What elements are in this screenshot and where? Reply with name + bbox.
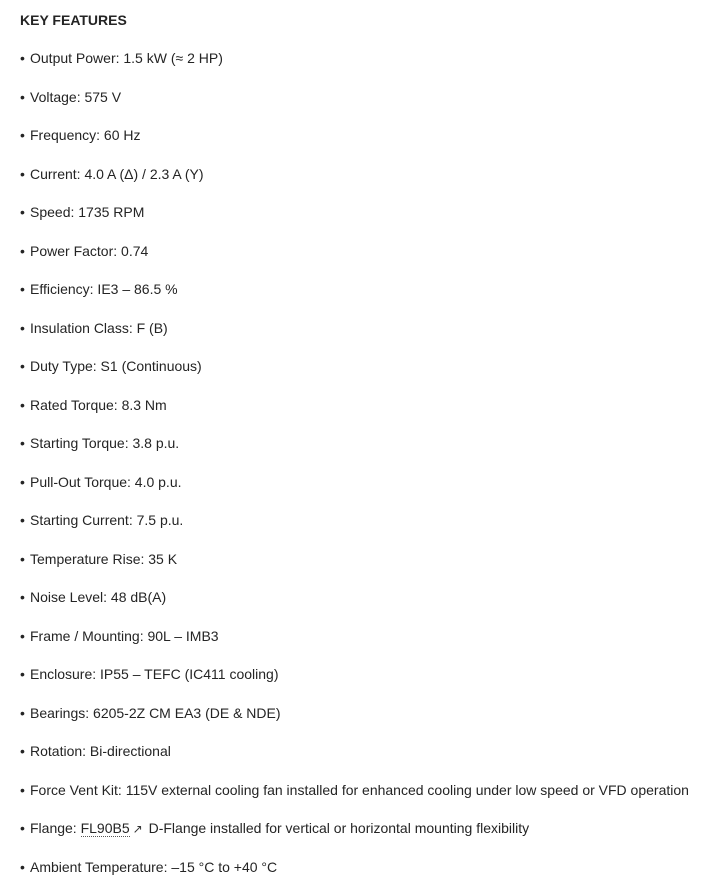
list-item [20,473,689,512]
bullet: • [20,319,30,337]
list-item [20,781,689,820]
feature-text: Power Factor: 0.74 [30,243,148,259]
feature-text: Starting Torque: 3.8 p.u. [30,435,179,451]
flange-prefix: Flange: [30,820,81,836]
list-item [20,858,689,896]
section-heading: KEY FEATURES [20,11,127,29]
list-item [20,242,689,281]
bullet: • [20,434,30,452]
bullet: • [20,858,30,876]
feature-text: Temperature Rise: 35 K [30,551,177,567]
flange-model-link[interactable]: FL90B5 [81,820,130,837]
bullet: • [20,165,30,183]
feature-text: Bearings: 6205-2Z CM EA3 (DE & NDE) [30,705,281,721]
list-item [20,511,689,550]
bullet: • [20,511,30,529]
list-item [20,588,689,627]
list-item [20,434,689,473]
feature-text: Rotation: Bi-directional [30,743,171,759]
list-item [20,627,689,666]
list-item [20,665,689,704]
list-item [20,550,689,589]
feature-text: Speed: 1735 RPM [30,204,144,220]
bullet: • [20,550,30,568]
bullet: • [20,704,30,722]
feature-text: Current: 4.0 A (Δ) / 2.3 A (Y) [30,166,204,182]
flange-suffix: D-Flange installed for vertical or horizontal mounting flexibility [145,820,529,836]
feature-text: Noise Level: 48 dB(A) [30,589,166,605]
bullet: • [20,396,30,414]
bullet: • [20,588,30,606]
feature-text: Rated Torque: 8.3 Nm [30,397,167,413]
list-item [20,396,689,435]
feature-text: Force Vent Kit: 115V external cooling fan installed for enhanced cooling under low speed or VFD operation [30,782,689,798]
feature-text: Output Power: 1.5 kW (≈ 2 HP) [30,50,223,66]
feature-text: Voltage: 575 V [30,89,121,105]
feature-text: Starting Current: 7.5 p.u. [30,512,183,528]
feature-text: Enclosure: IP55 – TEFC (IC411 cooling) [30,666,279,682]
list-item-flange [20,819,689,858]
list-item [20,704,689,743]
list-item [20,357,689,396]
bullet: • [20,627,30,645]
feature-text: Frequency: 60 Hz [30,127,141,143]
bullet: • [20,126,30,144]
bullet: • [20,665,30,683]
bullet: • [20,742,30,760]
list-item [20,319,689,358]
list-item [20,49,689,88]
bullet: • [20,49,30,67]
list-item [20,126,689,165]
feature-text: Duty Type: S1 (Continuous) [30,358,202,374]
list-item [20,280,689,319]
bullet: • [20,781,30,799]
feature-text: Frame / Mounting: 90L – IMB3 [30,628,219,644]
bullet: • [20,88,30,106]
arrow-up-right-icon[interactable]: ↗ [133,820,143,838]
list-item [20,742,689,781]
bullet: • [20,473,30,491]
bullet: • [20,203,30,221]
features-list [20,49,689,896]
feature-text: Efficiency: IE3 – 86.5 % [30,281,178,297]
bullet: • [20,357,30,375]
bullet: • [20,242,30,260]
list-item [20,88,689,127]
list-item [20,165,689,204]
feature-text: Ambient Temperature: –15 °C to +40 °C [30,859,277,875]
feature-text: Pull-Out Torque: 4.0 p.u. [30,474,182,490]
bullet: • [20,819,30,837]
feature-text: Insulation Class: F (B) [30,320,168,336]
bullet: • [20,280,30,298]
list-item [20,203,689,242]
